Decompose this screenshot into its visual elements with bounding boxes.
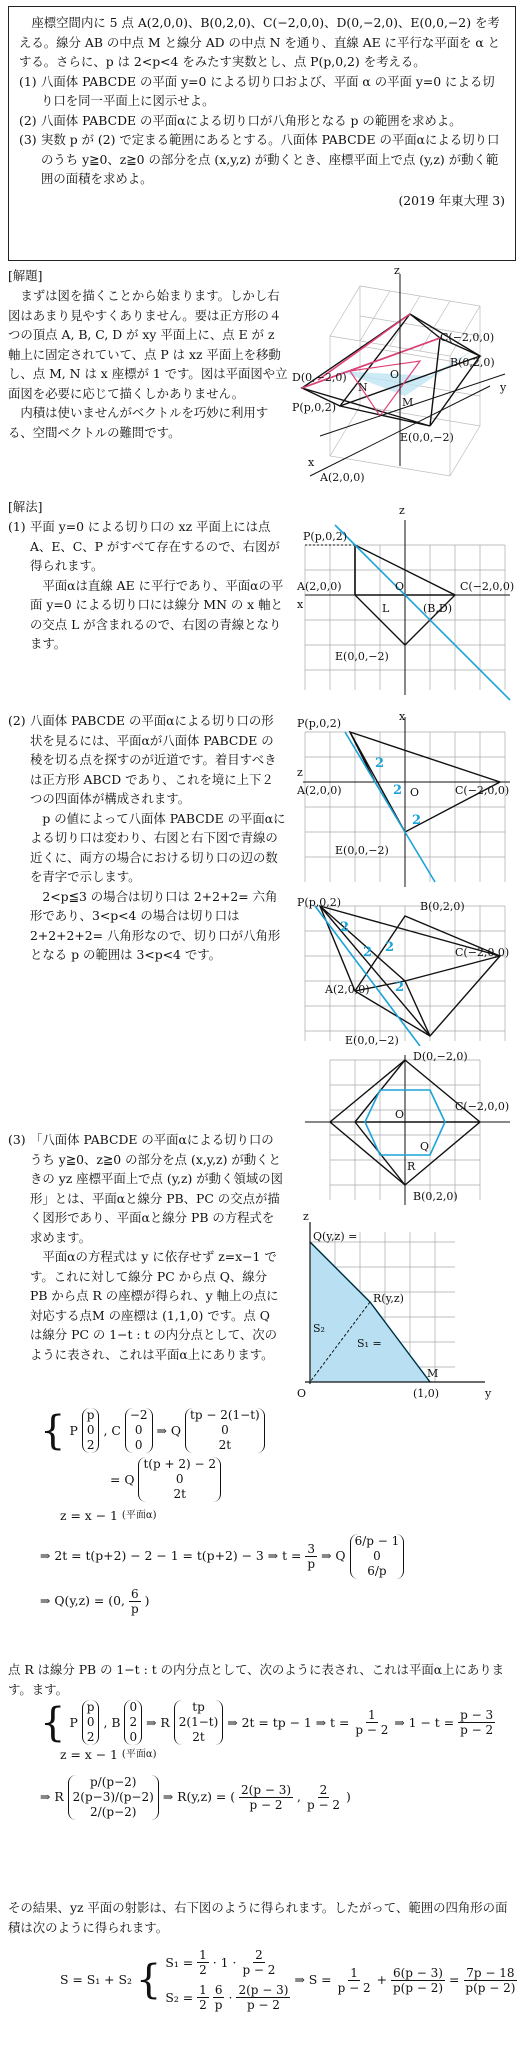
svg-text:A(2,0,0): A(2,0,0) [325,983,370,996]
svg-text:O: O [390,368,400,381]
svg-text:y: y [500,381,507,394]
svg-text:E(0,0,−2): E(0,0,−2) [335,650,389,663]
svg-text:P(p,0,2): P(p,0,2) [297,896,342,909]
svg-text:(1,0): (1,0) [413,1387,440,1400]
svg-text:z: z [297,766,303,779]
svg-text:2: 2 [340,920,350,935]
kaidai-p1: まずは図を描くことから始まります。しかし右図はあまり見やすくありません。要は正方形の４つの頂点 A, B, C, D が xy 平面上に、点 E が z 軸上に固定されていて、点 P は xz 平面上を移動し、点 M, N は x 座標が 1 です。図は平面図や立面図を必要に応じて描くしかありません。 [8,288,288,401]
svg-text:2: 2 [395,980,405,995]
svg-text:2: 2 [375,756,385,771]
svg-text:E(0,0,−2): E(0,0,−2) [345,1034,399,1046]
svg-text:E(0,0,−2): E(0,0,−2) [335,844,389,857]
svg-text:S₁ =: S₁ = [357,1337,382,1350]
svg-text:L: L [382,602,390,615]
svg-text:B(0,2,0): B(0,2,0) [450,356,495,369]
svg-text:B(0,2,0): B(0,2,0) [413,1190,458,1203]
problem-intro: 座標空間内に 5 点 A(2,0,0)、B(0,2,0)、C(−2,0,0)、D(0,−2,0)、E(0,0,−2) を考える。線分 AB の中点 M と線分 AD の中点 N を通り、直線 AE に平行な平面を α とする。さらに、p は 2<p<4 をみたす実数とし、点 P(p,0,2) を考える。 [19,15,501,69]
svg-text:Q: Q [420,1140,430,1153]
figure-yz-projection [295,1212,520,1407]
svg-text:D(0,−2,0): D(0,−2,0) [292,371,347,384]
svg-text:S₂: S₂ [313,1322,325,1335]
math-q-system: { P p 0 2 , C −2 0 0 ⇒ Q tp − 2(1−t) 0 2t = Q t(p + 2) − 2 0 2t z = x − 1 (平面α) ⇒ 2t = t(p+2) − 2 − 1 = t(p+2) − 3 ⇒ t = $\frac{3}{p}$ ⇒ Q 6/p − 1 0 6/p ⇒ Q(y,z) = (0, $\frac{6}{p}$ ) [40,1408,510,1616]
svg-text:O: O [410,786,420,799]
svg-text:O: O [395,1108,405,1121]
kaidai-body [8,286,288,442]
solution-3: (3) 「八面体 PABCDE の平面αによる切り口のうち y≧0、z≧0 の部分を点 (x,y,z) が動くときの yz 座標平面上で点 (y,z) が動く領域の図形」とは、平面αと線分 PB、PC の交点が描く図形であり、平面αと線分 PB の方程式を求めます。 平面αの方程式は y に依存せず z=x−1 です。これに対して線分 PC から点 Q、線分 PB から点 R の座標が得られ、y 軸上の点に対応する点M の座標は (1,1,0) です。点 Q は線分 PC の 1−t : t の内分点として、次のように表され、これは平面α上にあります。 [8,1132,284,1362]
figure-section-y0 [295,500,520,705]
result-text: その結果、yz 平面の射影は、右下図のように得られます。したがって、範囲の四角形の面積は次のように得られます。 [8,1900,508,1935]
source-label: (2019 年東大理 3) [398,192,505,208]
svg-text:A(2,0,0): A(2,0,0) [320,471,365,484]
svg-text:A(2,0,0): A(2,0,0) [297,784,342,797]
kaihou-heading: [解法] [8,499,43,514]
svg-text:2: 2 [363,945,373,960]
svg-text:O: O [395,580,405,593]
svg-text:y: y [485,1387,492,1400]
svg-text:z: z [303,1212,309,1223]
problem-box [8,6,516,261]
svg-text:2: 2 [412,813,422,828]
svg-text:M: M [402,396,414,409]
svg-text:E(0,0,−2): E(0,0,−2) [400,431,454,444]
svg-text:P(p,0,2): P(p,0,2) [292,401,337,414]
svg-text:2: 2 [393,783,403,798]
figure-plan-view [295,1050,520,1210]
svg-text:Q(y,z) =: Q(y,z) = [313,1230,358,1243]
figure-case-octagon [295,896,520,1046]
svg-text:z: z [399,504,405,517]
svg-text:x: x [399,712,406,723]
svg-text:A(2,0,0): A(2,0,0) [297,580,342,593]
r-intro: 点 R は線分 PB の 1−t : t の内分点として、次のように表され、これは平面α上にあります。ます。 [8,1662,505,1697]
svg-text:(B,D): (B,D) [423,602,452,615]
svg-text:R: R [407,1160,416,1173]
svg-text:C(−2,0,0): C(−2,0,0) [455,946,510,959]
svg-text:C(−2,0,0): C(−2,0,0) [440,331,495,344]
figure-octahedron-3d [290,266,520,494]
question-2: (2) 八面体 PABCDE の平面αによる切り口が八角形となる p の範囲を求めよ。 [19,112,462,128]
svg-text:C(−2,0,0): C(−2,0,0) [455,1100,510,1113]
svg-text:N: N [358,381,368,394]
solution-2: (2) 八面体 PABCDE の平面αによる切り口の形状を見るには、平面αが八面体 PABCDE の稜を切る点を探すのが近道です。着目すべきは正方形 ABCD であり、これを境に上下２つの四面体が構成されます。 p の値によって八面体 PABCDE の平面αによる切り口は変わり、右図と右下図で青線の近くに、両方の場合における切り口の辺の数を青字で示します。 2<p≦3 の場合は切り口は 2+2+2= 六角形であり、3<p<4 の場合は切り口は 2+2+2+2= 八角形なので、切り口が八角形となる p の範囲は 3<p<4 です。 [8,713,286,962]
svg-text:O: O [297,1387,307,1400]
svg-text:D(0,−2,0): D(0,−2,0) [413,1050,468,1063]
figure-case-hexagon [295,712,520,892]
svg-text:R(y,z): R(y,z) [373,1292,404,1305]
svg-text:P(p,0,2): P(p,0,2) [303,530,348,543]
svg-text:M: M [427,1367,439,1380]
solution-1: (1) 平面 y=0 による切り口の xz 平面上には点 A、E、C、P がすべて存在するので、右図が得られます。 平面αは直線 AE に平行であり、平面αの平面 y=0 による切り口には線分 MN の x 軸との交点 L が含まれるので、右図の青線となります。 [8,519,284,651]
question-3: (3) 実数 p が (2) で定まる範囲にあるとする。八面体 PABCDE の平面αによる切り口のうち y≧0、z≧0 の部分を点 (x,y,z) が動くとき、座標平面上で点 (y,z) が動く範囲の面積を求めよ。 [19,132,500,186]
kaidai-p2: 内積は使いませんがベクトルを巧妙に利用する、空間ベクトルの難問です。 [8,405,269,440]
svg-text:x: x [308,456,315,469]
svg-text:2: 2 [385,940,395,955]
svg-text:P(p,0,2): P(p,0,2) [297,717,342,730]
math-area: S = S₁ + S₂ { S₁ = $\frac{1}{2}$ · 1 · $\frac{2}{p - 2}$ S₂ = $\frac{1}{2}$ $\frac{6}{p}$ · $\frac{2(p - 3)}{p - 2}$ ⇒ S = $\frac{1}{p - 2}$ + $\frac{6(p - 3)}{p(p - 2)}$ = $\frac{7p - 18}{p(p - 2)}$ [60,1948,516,2012]
svg-text:C(−2,0,0): C(−2,0,0) [460,580,515,593]
math-r-system: { P p 0 2 , B 0 2 0 ⇒ R tp 2(1−t) 2t ⇒ 2t = tp − 1 ⇒ t = $\frac{1}{p - 2}$ ⇒ 1 − t = $\frac{p - 3}{p - 2}$ z = x − 1 (平面α) ⇒ R p/(p−2) 2(p−3)/(p−2) 2/(p−2) ⇒ R(y,z) = ( $\frac{2(p - 3)}{p - 2}$ , $\frac{2}{p - 2}$ ) [40,1699,494,1819]
kaidai-heading: [解題] [8,268,43,283]
svg-text:C(−2,0,0): C(−2,0,0) [455,784,510,797]
fig1-label: z [394,266,400,277]
question-1: (1) 八面体 PABCDE の平面 y=0 による切り口および、平面 α の平面 y=0 による切り口を同一平面上に図示せよ。 [19,73,495,108]
svg-text:x: x [297,598,304,611]
svg-text:B(0,2,0): B(0,2,0) [420,900,465,913]
